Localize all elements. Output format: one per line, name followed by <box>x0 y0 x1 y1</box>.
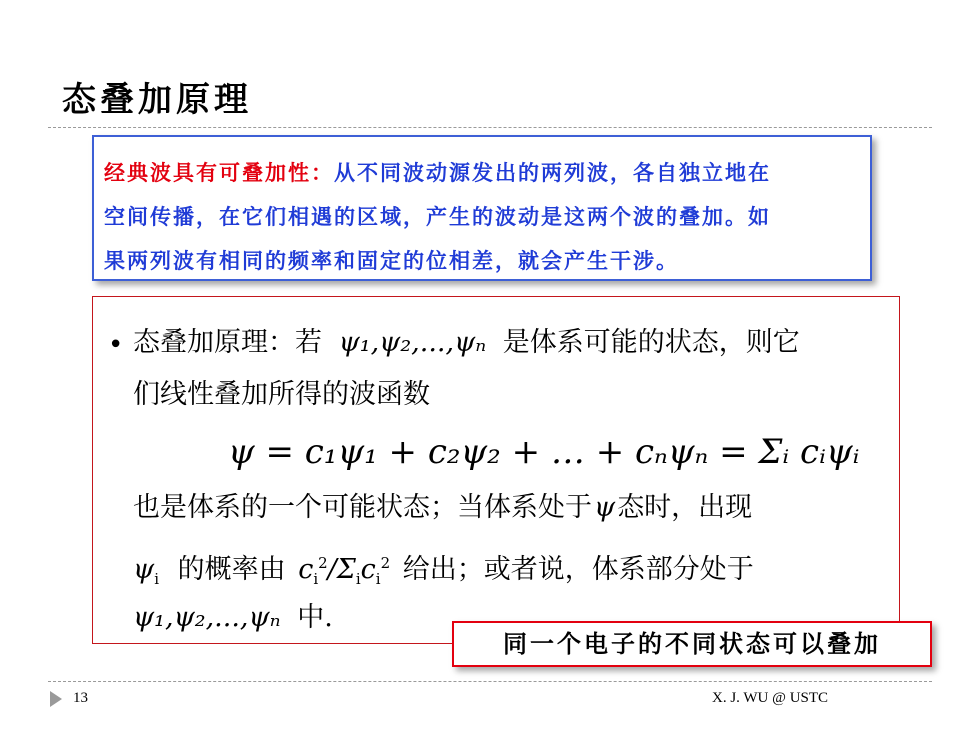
classical-box-line-1 <box>104 151 860 195</box>
classical-superposition-box <box>92 135 872 281</box>
principle-line-3 <box>133 493 752 523</box>
psi-list-repeat: ψ₁,ψ₂,...,ψₙ <box>133 602 281 633</box>
principle-line-1 <box>133 328 800 358</box>
principle-line-1-post: 是体系可能的状态，则它 <box>502 327 800 358</box>
principle-line-4 <box>133 548 754 594</box>
bullet-marker: • <box>108 330 124 360</box>
psi-symbol: ψ <box>594 492 616 523</box>
principle-line-1-pre: 态叠加原理：若 <box>133 327 322 358</box>
callout-box: 同一个电子的不同状态可以叠加 <box>452 621 932 667</box>
classical-box-line-2: 空间传播，在它们相遇的区域，产生的波动是这两个波的叠加。如 <box>104 204 771 229</box>
slide-marker-icon <box>50 691 62 707</box>
slide-title: 态叠加原理 <box>62 80 252 120</box>
page-number: 13 <box>73 690 88 706</box>
principle-line-5-post: 中. <box>297 602 333 633</box>
principle-line-2: 们线性叠加所得的波函数 <box>133 379 430 410</box>
principle-line-3-pre: 也是体系的一个可能状态；当体系处于 <box>133 492 592 523</box>
title-divider <box>48 127 932 128</box>
classical-box-line-1-rest: 从不同波动源发出的两列波，各自独立地在 <box>334 160 771 185</box>
footer-credit: X. J. WU @ USTC <box>712 690 829 706</box>
psi-list: ψ₁,ψ₂,...,ψₙ <box>338 327 487 358</box>
principle-line-5 <box>133 603 333 633</box>
principle-line-3-post: 态时，出现 <box>617 492 753 523</box>
psi-i-symbol: $\psi_i$ <box>133 554 159 588</box>
classical-box-line-3: 果两列波有相同的频率和固定的位相差，就会产生干涉。 <box>104 248 679 273</box>
probability-ratio: $c_i^2/\Sigma_ic_i^2$ <box>298 554 391 588</box>
footer-divider <box>48 681 932 682</box>
principle-line-4-mid: 的概率由 <box>177 554 286 585</box>
superposition-formula-text: ψ = c₁ψ₁ + c₂ψ₂ + … + cₙψₙ = Σᵢ cᵢψᵢ <box>228 432 860 472</box>
principle-line-4-post: 给出；或者说，体系部分处于 <box>402 554 754 585</box>
superposition-formula <box>228 432 859 472</box>
classical-box-lead: 经典波具有可叠加性： <box>104 160 334 185</box>
